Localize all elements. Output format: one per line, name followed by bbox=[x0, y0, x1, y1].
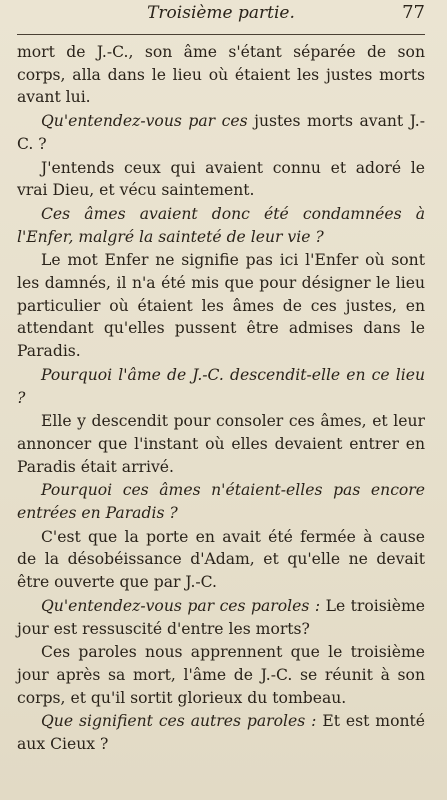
answer-paragraph: mort de J.-C., son âme s'étant séparée de son corps, alla dans le lieu où étaient les justes morts avant lui. bbox=[17, 43, 425, 107]
question-paragraph: Ces âmes avaient donc été condamnées à l'Enfer, malgré la sainteté de leur vie ? bbox=[17, 204, 425, 246]
running-head: Troisième partie. bbox=[147, 3, 295, 23]
page-number: 77 bbox=[402, 2, 425, 23]
question-paragraph: Que signifient ces autres paroles : Et est monté aux Cieux ? bbox=[17, 712, 425, 754]
question-paragraph: Qu'entendez-vous par ces paroles : Le troisième jour est ressuscité d'entre les morts? bbox=[17, 596, 425, 638]
answer-paragraph: Ces paroles nous apprennent que le troisième jour après sa mort, l'âme de J.-C. se réunit à son corps, et qu'il sortit glorieux du tombeau. bbox=[17, 643, 425, 707]
question-paragraph: Pourquoi ces âmes n'étaient-elles pas encore entrées en Paradis ? bbox=[17, 481, 425, 523]
page-header bbox=[17, 0, 425, 35]
question-paragraph: Qu'entendez-vous par ces justes morts avant J.-C. ? bbox=[17, 112, 425, 153]
text-body bbox=[17, 41, 425, 756]
question-paragraph: Pourquoi l'âme de J.-C. descendit-elle en ce lieu ? bbox=[17, 365, 425, 407]
answer-paragraph: C'est que la porte en avait été fermée à cause de la désobéissance d'Adam, et qu'elle ne devait être ouverte que par J.-C. bbox=[17, 527, 425, 592]
answer-paragraph: J'entends ceux qui avaient connu et adoré le vrai Dieu, et vécu saintement. bbox=[17, 158, 425, 200]
answer-paragraph: Elle y descendit pour consoler ces âmes, et leur annoncer que l'instant où elles devaient entrer en Paradis était arrivé. bbox=[17, 412, 425, 476]
answer-paragraph: Le mot Enfer ne signifie pas ici l'Enfer où sont les damnés, il n'a été mis que pour désigner le lieu particulier où étaient les âmes de ces justes, en attendant qu'elles pussent être admises dans le Paradis. bbox=[17, 251, 425, 361]
